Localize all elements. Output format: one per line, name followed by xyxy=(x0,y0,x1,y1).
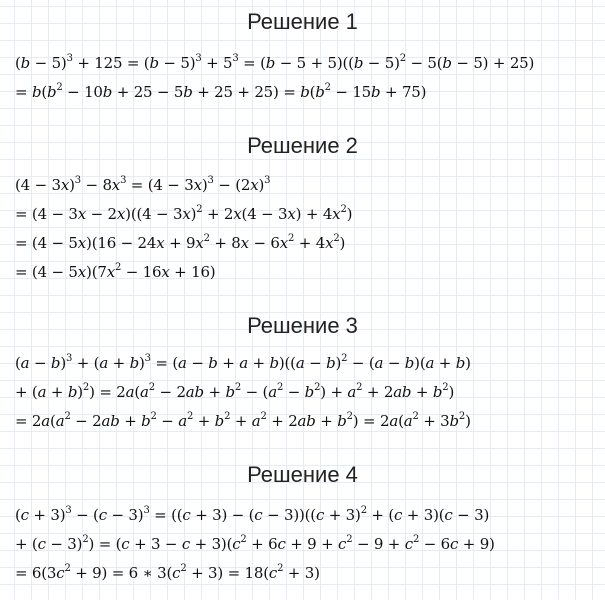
math-line: + $(c - 3)^2) = (c + 3 - c + 3)(c^2 + 6c + 9 + c^2 - 9 + c^2 - 6c + 9)$ xyxy=(15,534,495,553)
math-line: + $(a + b)^2) = 2a(a^2 - 2ab + b^2 - (a^2 - b^2) + a^2 + 2ab + b^2)$ xyxy=(15,382,455,401)
solution-title: Решение 3 xyxy=(247,313,358,338)
solution-title: Решение 1 xyxy=(247,9,358,34)
math-line: = $(4 - 3x - 2x)((4 - 3x)^2 + 2x(4 - 3x) + 4x^2)$ xyxy=(15,204,353,223)
math-line: $(b - 5)^3 + 125 = (b - 5)^3 + 5^3 = (b - 5 + 5)((b - 5)^2 - 5(b - 5) + 25)$ xyxy=(15,53,535,72)
math-line: $(c + 3)^3 - (c - 3)^3 = ((c + 3) - (c - 3))((c + 3)^2 + (c + 3)(c - 3)$ xyxy=(15,505,490,524)
math-line: = $6(3c^2 + 9) = 6$ ∗ $3(c^2 + 3) = 18(c^2 + 3)$ xyxy=(15,563,320,582)
solution-title: Решение 2 xyxy=(247,133,358,158)
math-line: $(a - b)^3 + (a + b)^3 = (a - b + a + b)((a - b)^2 - (a - b)(a + b)$ xyxy=(15,353,471,372)
math-line: = $b(b^2 - 10b + 25 - 5b + 25 + 25) = b(b^2 - 15b + 75)$ xyxy=(15,82,427,101)
math-line: $(4 - 3x)^3 - 8x^3 = (4 - 3x)^3 - (2x)^3$ xyxy=(15,175,271,194)
math-line: = $(4 - 5x)(16 - 24x + 9x^2 + 8x - 6x^2 + 4x^2)$ xyxy=(15,233,346,252)
math-line: = $2a(a^2 - 2ab + b^2 - a^2 + b^2 + a^2 + 2ab + b^2) = 2a(a^2 + 3b^2)$ xyxy=(15,411,471,430)
solution-title: Решение 4 xyxy=(247,462,358,487)
math-line: = $(4 - 5x)(7x^2 - 16x + 16)$ xyxy=(15,262,216,281)
